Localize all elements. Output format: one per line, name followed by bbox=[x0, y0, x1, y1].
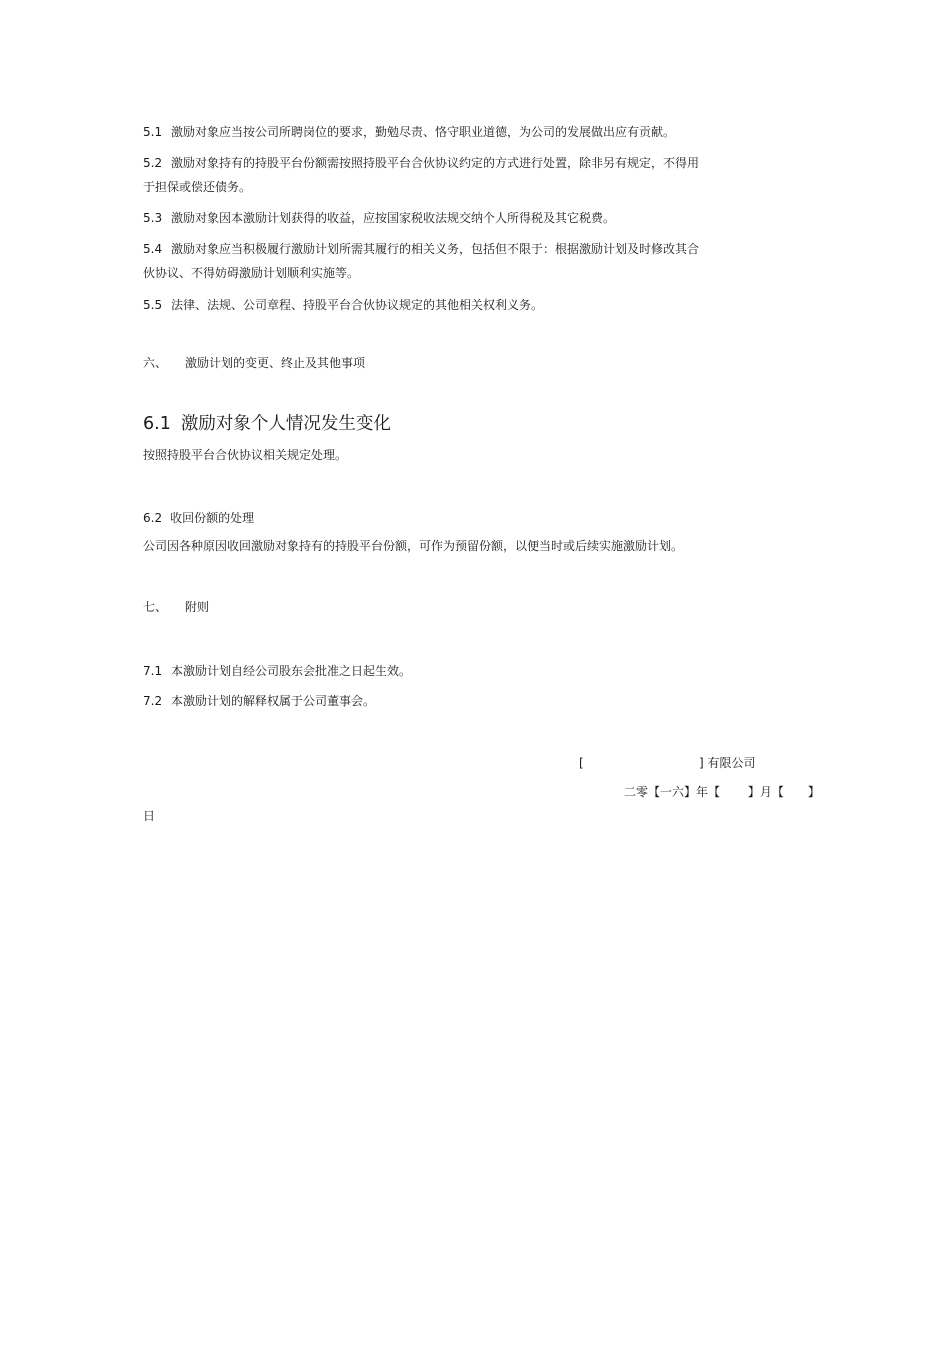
clause-text-continued: 伙协议、不得妨碍激励计划顺利实施等。 bbox=[143, 266, 360, 280]
clause-number: 5.5 bbox=[143, 298, 163, 312]
section-title: 附则 bbox=[185, 600, 210, 614]
clause-text-continued: 于担保或偿还债务。 bbox=[143, 180, 252, 194]
subsection-number: 6.1 bbox=[143, 414, 171, 434]
clause-text: 本激励计划自经公司股东会批准之日起生效。 bbox=[171, 664, 412, 678]
company-name-close: ] 有限公司 bbox=[699, 756, 756, 770]
clause-5-3 bbox=[143, 206, 743, 230]
company-name-open: [ bbox=[579, 756, 584, 770]
subsection-6-2-heading bbox=[143, 506, 743, 530]
clause-7-1 bbox=[143, 659, 743, 683]
subsection-6-1-heading bbox=[143, 411, 391, 437]
clause-number: 7.1 bbox=[143, 664, 163, 678]
subsection-title: 激励对象个人情况发生变化 bbox=[180, 414, 391, 434]
clause-number: 5.1 bbox=[143, 125, 163, 139]
clause-text: 本激励计划的解释权属于公司董事会。 bbox=[171, 694, 376, 708]
signature-date-line: 二零【一六】年【 】月【 】 bbox=[624, 785, 820, 799]
subsection-title: 收回份额的处理 bbox=[170, 511, 255, 525]
clause-5-5 bbox=[143, 293, 743, 317]
section-title: 激励计划的变更、终止及其他事项 bbox=[185, 356, 366, 370]
clause-5-1 bbox=[143, 120, 743, 144]
subsection-number: 6.2 bbox=[143, 511, 163, 525]
clause-number: 5.2 bbox=[143, 156, 163, 170]
subsection-6-2-body: 公司因各种原因收回激励对象持有的持股平台份额，可作为预留份额，以便当时或后续实施激励计划。 bbox=[143, 539, 684, 553]
section-number: 七、 bbox=[143, 600, 168, 614]
clause-7-2 bbox=[143, 689, 743, 713]
subsection-6-1-body: 按照持股平台合伙协议相关规定处理。 bbox=[143, 448, 348, 462]
clause-number: 5.3 bbox=[143, 211, 163, 225]
clause-text: 激励对象应当按公司所聘岗位的要求，勤勉尽责、恪守职业道德，为公司的发展做出应有贡献。 bbox=[171, 125, 676, 139]
clause-5-2 bbox=[143, 151, 743, 199]
clause-text: 激励对象持有的持股平台份额需按照持股平台合伙协议约定的方式进行处置，除非另有规定，不得用 bbox=[171, 156, 700, 170]
section-6-heading bbox=[143, 351, 743, 375]
section-7-heading bbox=[143, 595, 743, 619]
clause-5-4 bbox=[143, 237, 743, 285]
clause-text: 法律、法规、公司章程、持股平台合伙协议规定的其他相关权利义务。 bbox=[171, 298, 544, 312]
section-number: 六、 bbox=[143, 356, 168, 370]
clause-text: 激励对象因本激励计划获得的收益，应按国家税收法规交纳个人所得税及其它税费。 bbox=[171, 211, 616, 225]
signature-date-tail: 日 bbox=[143, 809, 156, 823]
clause-number: 7.2 bbox=[143, 694, 163, 708]
clause-text: 激励对象应当积极履行激励计划所需其履行的相关义务，包括但不限于：根据激励计划及时修改其合 bbox=[171, 242, 700, 256]
clause-number: 5.4 bbox=[143, 242, 163, 256]
